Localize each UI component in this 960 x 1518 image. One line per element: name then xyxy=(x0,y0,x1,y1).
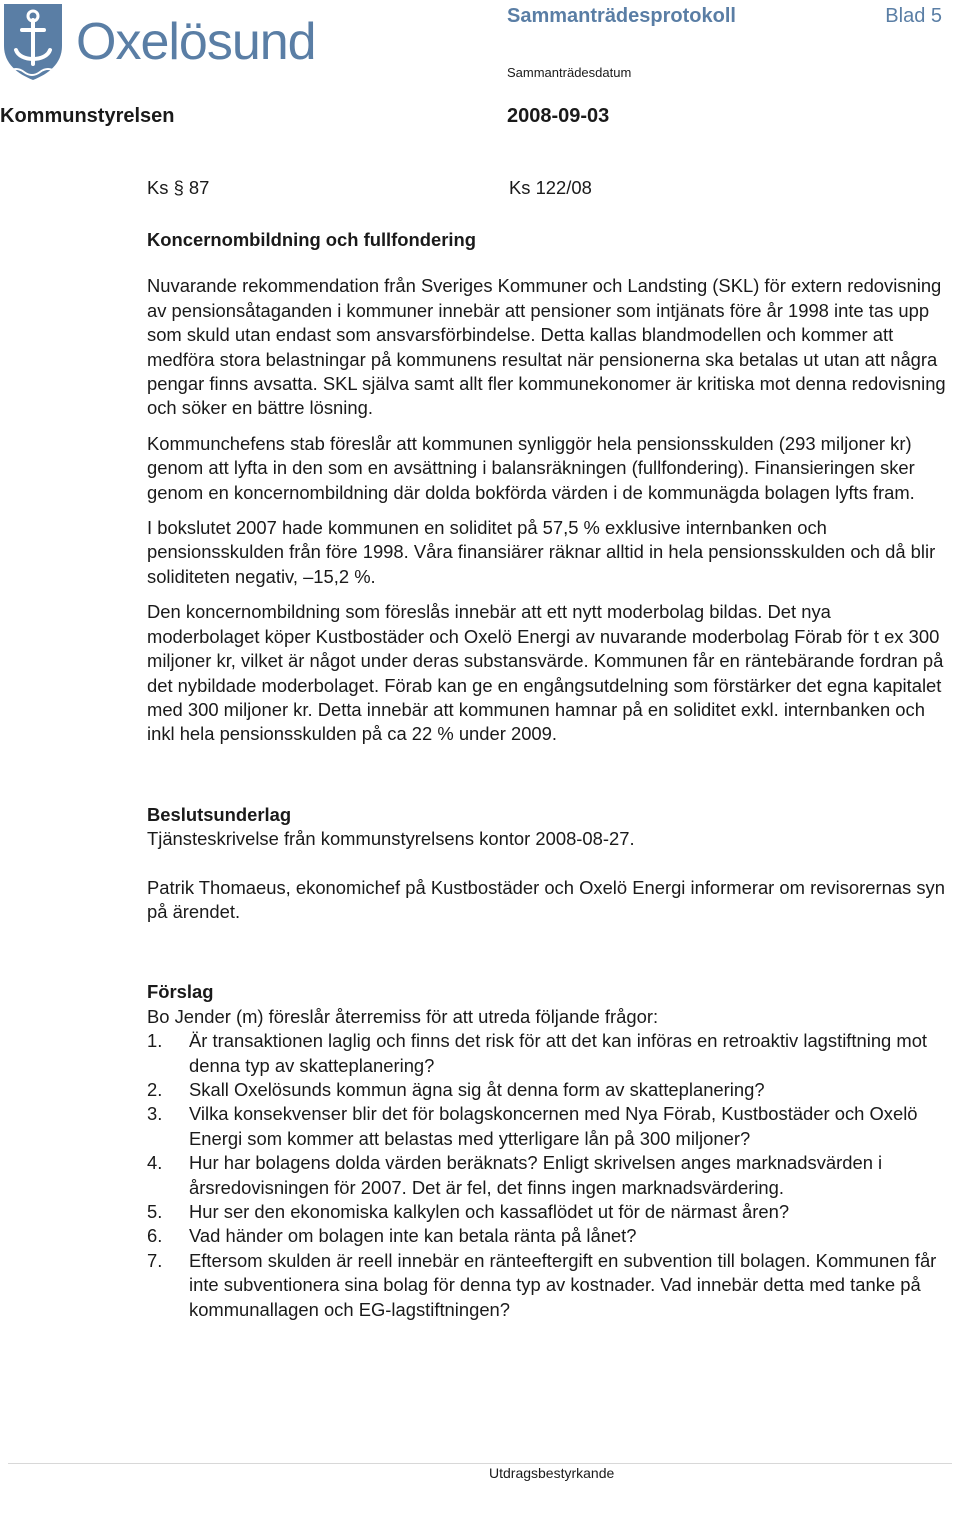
protocol-body xyxy=(147,176,947,1322)
list-number: 2. xyxy=(147,1078,163,1100)
attestation-label: Utdragsbestyrkande xyxy=(489,1465,615,1481)
section-heading: Förslag xyxy=(147,981,214,1003)
basis-note: Patrik Thomaeus, ekonomichef på Kustbostäder och Oxelö Energi informerar om revisorernas syn på ärendet. xyxy=(147,876,945,922)
section-heading: Beslutsunderlag xyxy=(147,803,292,825)
list-number: 7. xyxy=(147,1249,163,1271)
list-item xyxy=(147,1200,947,1224)
list-item-text: Hur ser den ekonomiska kalkylen och kassaflödet ut för de närmast åren? xyxy=(189,1201,790,1222)
paragraph: Kommunchefens stab föreslår att kommunen synliggör hela pensionsskulden (293 miljoner kr) genom att lyfta in den som en avsättning i balansräkningen (fullfondering). Finansieringen sker genom en koncernombildning där dolda bokförda värden i de kommunägda bolagen lyfts fram. xyxy=(147,432,915,503)
list-number: 4. xyxy=(147,1152,163,1174)
list-number: 5. xyxy=(147,1201,163,1222)
list-item-text: Vad händer om bolagen inte kan betala ränta på lånet? xyxy=(189,1225,637,1247)
case-number: Ks 122/08 xyxy=(509,177,592,198)
proposal-intro: Bo Jender (m) föreslår återremiss för att utreda följande frågor: xyxy=(147,1005,659,1027)
list-item xyxy=(147,1102,947,1151)
page-number: Blad 5 xyxy=(885,5,942,27)
list-number: 3. xyxy=(147,1103,163,1125)
question-list xyxy=(147,1029,947,1322)
logo-wordmark: Oxelösund xyxy=(76,13,316,71)
list-number: 1. xyxy=(147,1030,163,1052)
list-item xyxy=(147,1151,947,1200)
case-references xyxy=(147,176,947,202)
organization-name: Kommunstyrelsen xyxy=(0,105,175,127)
meeting-date-label: Sammanträdesdatum xyxy=(507,65,632,80)
proposal-section xyxy=(147,980,947,1322)
subject-heading: Koncernombildning och fullfondering xyxy=(147,229,476,250)
basis-document: Tjänsteskrivelse från kommunstyrelsens kontor 2008-08-27. xyxy=(147,828,635,850)
paragraph: Nuvarande rekommendation från Sveriges Kommuner och Landsting (SKL) för extern redovisning av pensionsåtaganden i kommuner innebär att pensioner som intjänats före år 1998 inte tas upp som skuld utan endast som ansvarsförbindelse. Detta kallas blandmodellen och kommer att medföra stora belastningar på kommunens resultat när pensionerna ska betalas ut utan att några pengar finns avsatta. SKL själva samt allt fler kommunekonomer är kritiska mot denna redovisning och söker en bättre lösning. xyxy=(147,275,946,419)
meeting-date: 2008-09-03 xyxy=(507,105,610,127)
list-item xyxy=(147,1224,947,1248)
list-number: 6. xyxy=(147,1225,163,1247)
list-item xyxy=(147,1078,947,1102)
list-item-text: Är transaktionen laglig och finns det risk för att det kan införas en retroaktiv lagstiftning mot denna typ av skatteplanering? xyxy=(189,1030,928,1076)
paragraph-reference: Ks § 87 xyxy=(147,177,210,198)
list-item xyxy=(147,1249,947,1322)
footer-divider xyxy=(8,1463,952,1464)
coat-of-arms-icon xyxy=(2,2,66,82)
paragraph: Den koncernombildning som föreslås innebär att ett nytt moderbolag bildas. Det nya moderbolaget köper Kustbostäder och Oxelö Energi av nuvarande moderbolag Förab för t ex 300 miljoner kr, vilket är något under deras substansvärde. Kommunen får en räntebärande fordran på det nybildade moderbolaget. Förab kan ge en engångsutdelning som förstärker det egna kapitalet med 300 miljoner kr. Detta innebär att kommunen hamnar på en soliditet exkl. internbanken och inkl hela pensionsskulden på ca 22 % under 2009. xyxy=(147,601,944,745)
list-item xyxy=(147,1029,947,1078)
document-title: Sammanträdesprotokoll xyxy=(507,5,736,27)
list-item-text: Vilka konsekvenser blir det för bolagskoncernen med Nya Förab, Kustbostäder och Oxelö Energi som kommer att belastas med ytterligare lån på 300 miljoner? xyxy=(189,1103,918,1149)
list-item-text: Eftersom skulden är reell innebär en ränteeftergift en subvention till bolagen. Kommunen får inte subventionera sina bolag för denna typ av kostnader. Vad innebär detta med tanke på kommunallagen och EG-lagstiftningen? xyxy=(189,1249,937,1320)
municipality-logo xyxy=(0,0,340,80)
list-item-text: Hur har bolagens dolda värden beräknats? Enligt skrivelsen anges marknadsvärden i årsredovisningen för 2007. Det är fel, det finns ingen marknadsvärdering. xyxy=(189,1152,883,1198)
paragraph: I bokslutet 2007 hade kommunen en soliditet på 57,5 % exklusive internbanken och pensionsskulden från före 1998. Våra finansiärer räknar alltid in hela pensionsskulden och då blir soliditeten negativ, –15,2 %. xyxy=(147,517,936,587)
list-item-text: Skall Oxelösunds kommun ägna sig åt denna form av skatteplanering? xyxy=(189,1078,765,1100)
decision-basis-section xyxy=(147,803,947,925)
